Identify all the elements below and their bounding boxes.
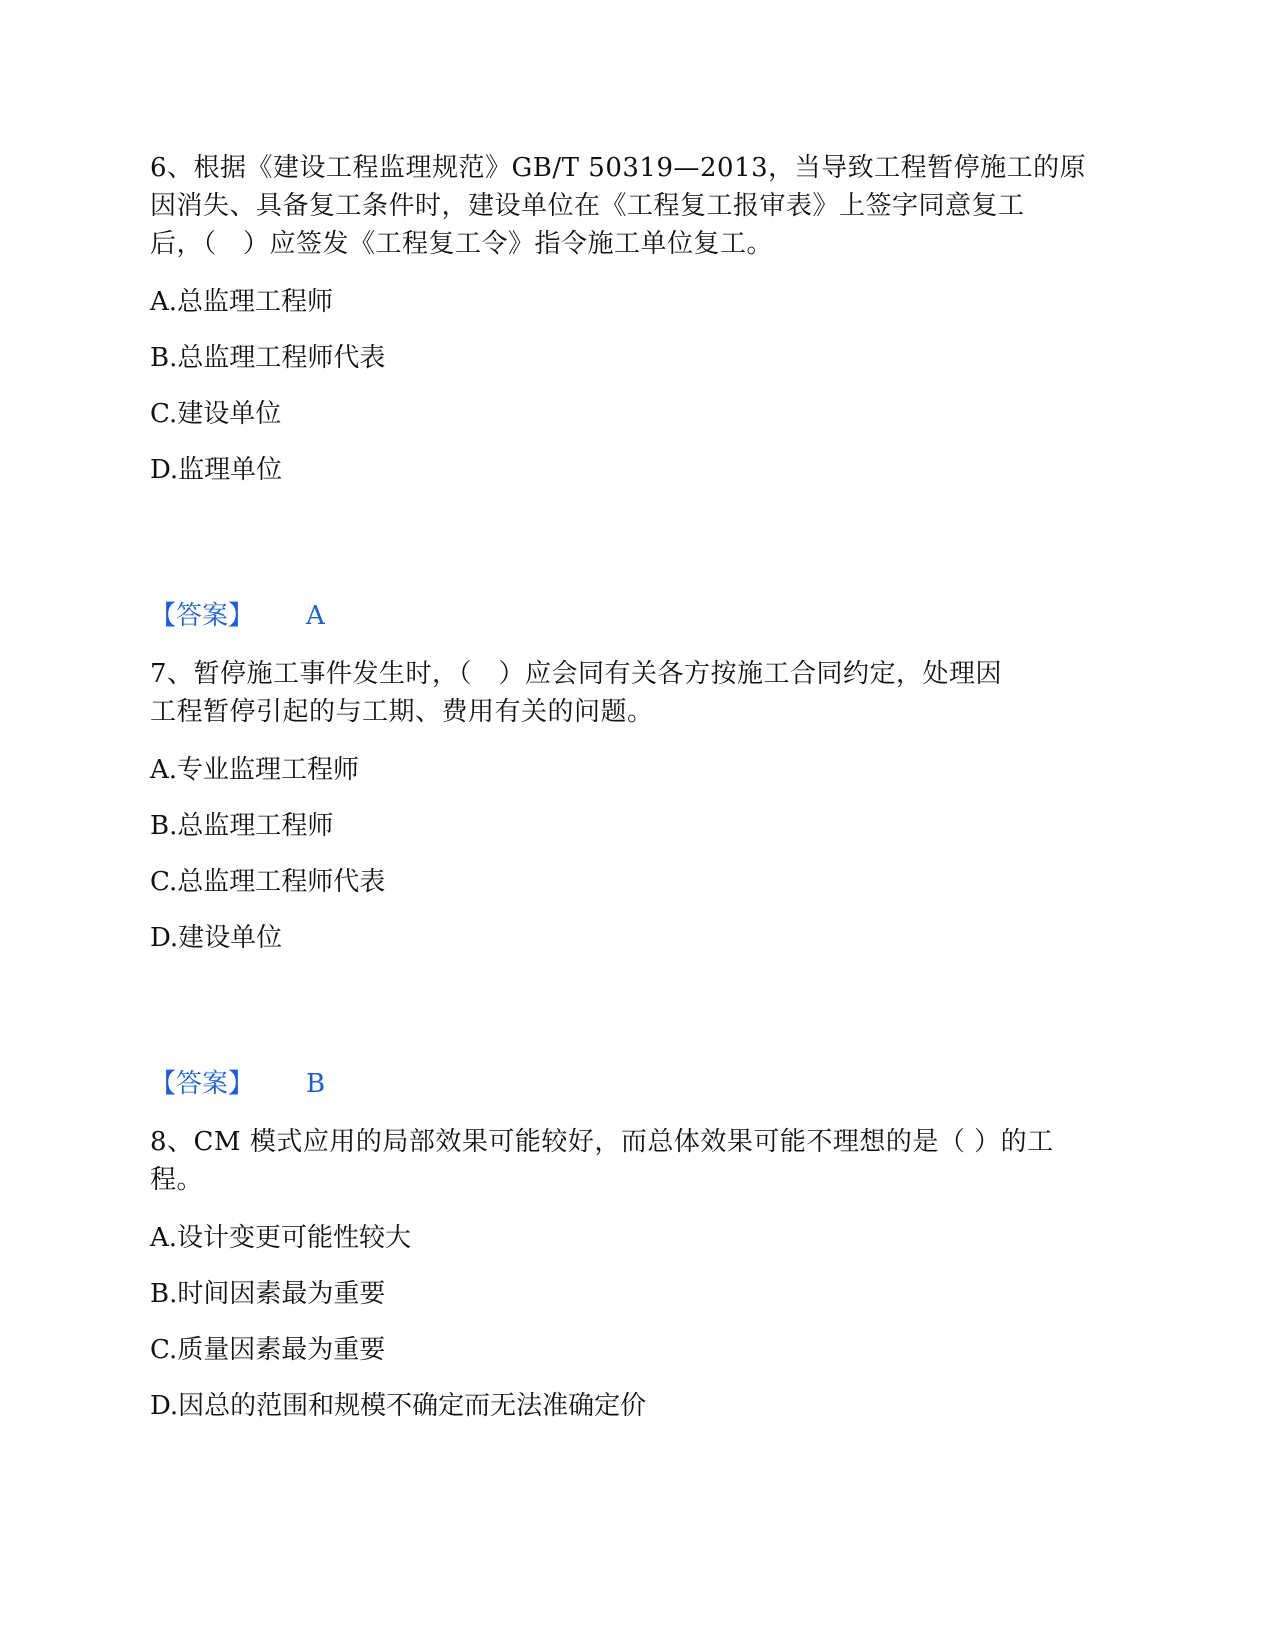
question-8-option-b: B.时间因素最为重要 <box>150 1279 386 1309</box>
question-8-option-c: C.质量因素最为重要 <box>150 1335 386 1365</box>
question-6-line-1: 6、根据《建设工程监理规范》GB/T 50319—2013，当导致工程暂停施工的原 <box>150 153 1087 183</box>
question-8-option-a: A.设计变更可能性较大 <box>150 1223 412 1253</box>
answer-value: B <box>306 1069 326 1099</box>
question-7-option-a: A.专业监理工程师 <box>150 755 360 785</box>
question-6-option-a: A.总监理工程师 <box>150 287 334 317</box>
question-8-line-2: 程。 <box>150 1165 204 1195</box>
question-7-answer <box>150 1066 325 1102</box>
answer-value: A <box>306 601 325 631</box>
question-6-line-2: 因消失、具备复工条件时，建设单位在《工程复工报审表》上签字同意复工 <box>150 191 1025 221</box>
question-7-line-1: 7、暂停施工事件发生时，（ ）应会同有关各方按施工合同约定，处理因 <box>150 659 1003 689</box>
question-6-option-b: B.总监理工程师代表 <box>150 343 386 373</box>
question-7-option-d: D.建设单位 <box>150 923 283 953</box>
question-6-line-3: 后，（ ）应签发《工程复工令》指令施工单位复工。 <box>150 229 774 259</box>
question-7-line-2: 工程暂停引起的与工期、费用有关的问题。 <box>150 697 654 727</box>
question-6-option-d: D.监理单位 <box>150 455 283 485</box>
answer-label: 【答案】 <box>150 601 255 631</box>
question-7-option-c: C.总监理工程师代表 <box>150 867 386 897</box>
question-8-line-1: 8、CM 模式应用的局部效果可能较好，而总体效果可能不理想的是（ ）的工 <box>150 1127 1054 1157</box>
question-8-option-d: D.因总的范围和规模不确定而无法准确定价 <box>150 1391 647 1421</box>
question-6-option-c: C.建设单位 <box>150 399 282 429</box>
question-7-option-b: B.总监理工程师 <box>150 811 334 841</box>
answer-label: 【答案】 <box>150 1069 255 1099</box>
question-6-answer <box>150 598 325 634</box>
